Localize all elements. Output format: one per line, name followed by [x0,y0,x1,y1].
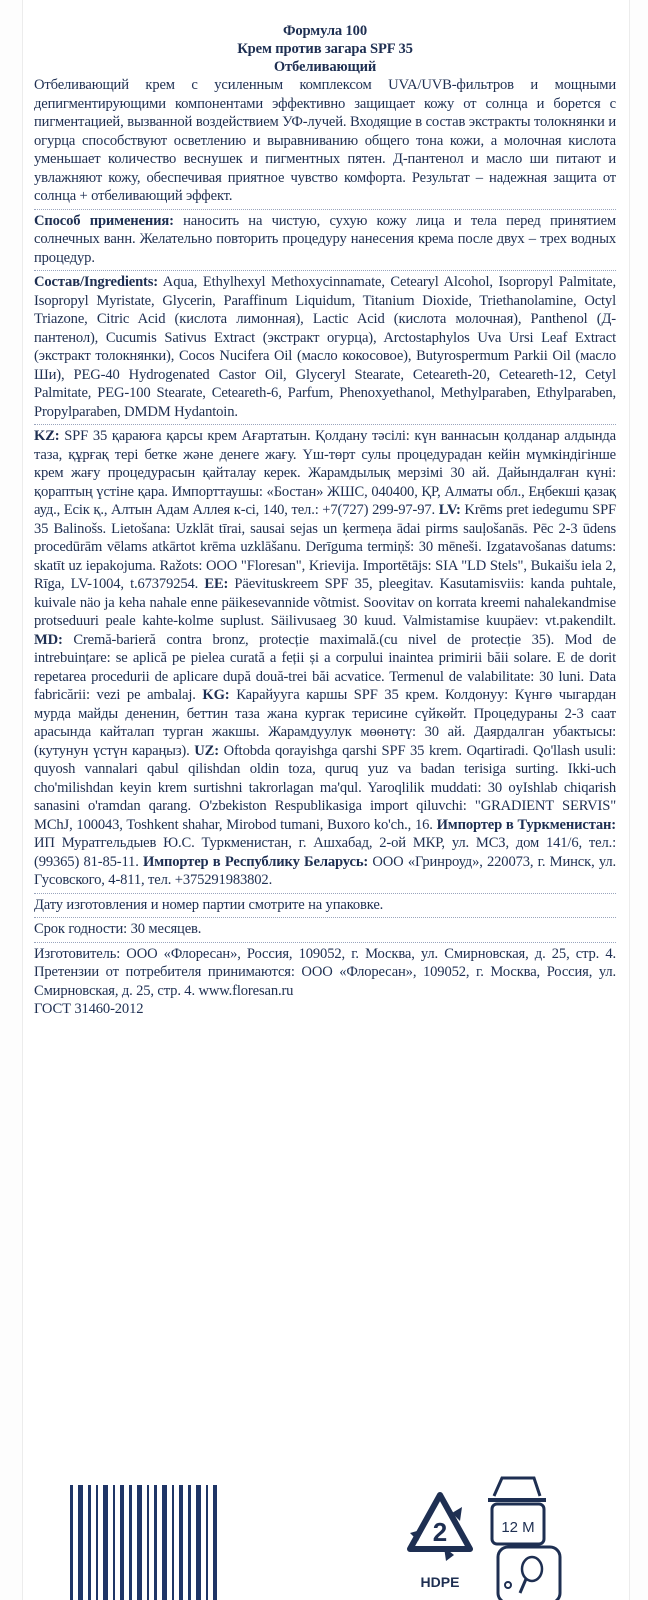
divider [34,424,616,425]
lv-text: Krēms pret iedegumu SPF 35 Balinošs. Lietošana: Uzklāt tīrai, sausai sejas un ķermeņa ādai pirms sauļošanās. Pēc 2-3 ūdens procedūrām vēlams atkārtot krēma uzklāšanu. Derīguma termiņš: 30 mēneši. Izgatavošanas datums: skatīt uz iepakojuma. Ražots: OOO "Floresan", Krievija. Importētājs: SIA "LD Stels", Bukaišu iela 2, Rīga, LV-1004, t.67379254. [34,502,616,592]
ee-label: EE: [204,576,229,592]
product-name: Крем против загара SPF 35 [237,41,413,57]
tm-importer-label: Импортер в Туркменистан: [436,816,617,833]
gost-standard: ГОСТ 31460-2012 [34,1001,144,1017]
recycle-hdpe-icon [398,1485,482,1597]
usage-paragraph [34,212,616,268]
usage-label: Способ применения: [34,212,174,229]
batch-info: Дату изготовления и номер партии смотрите на упаковке. [34,896,384,913]
manufacturer-info: Изготовитель: ООО «Флоресан», Россия, 109052, г. Москва, ул. Смирновская, д. 25, стр. 4. Претензии от потребителя принимаются: ООО «Флоресан», 109052, г. Москва, Россия, ул. Смирновская, д. 25, стр. 4. www.floresan.ru [34,945,616,999]
barcode-bar [154,1485,157,1600]
barcode-bar [129,1485,132,1600]
intro-paragraph: Отбеливающий крем с усиленным комплексом UVA/UVB-фильтров и мощными депигментирующими компонентами эффективно защищает кожу от солнца и борется с пигментацией, вызванной воздействием УФ-лучей. Входящие в состав экстракты толокнянки и огурца способствуют осветлению и выравниванию общего тона кожи, а молочная кислота уменьшает количество веснушек и пигментных пятен. Д-пантенол и масло ши питают и увлажняют кожу, обеспечивая приятное чувство комфорта. Результат – надежная защита от солнца + отбеливающий эффект. [34,77,616,204]
recycle-number: 2 [432,1517,448,1547]
barcode-bar [88,1485,91,1600]
barcode-bar [179,1485,183,1600]
barcode-bar [213,1485,217,1600]
barcode-bar [206,1485,208,1600]
barcode-bar [147,1485,149,1600]
label-text [34,22,616,1019]
product-header [34,22,616,76]
recycle-code: HDPE [420,1574,460,1590]
divider [34,942,616,943]
divider [34,209,616,210]
uz-label: UZ: [194,742,219,759]
barcode-bar [113,1485,115,1600]
brand-line: Формула 100 [283,23,367,39]
barcode-bar [188,1485,191,1600]
product-type: Отбеливающий [273,59,377,75]
divider [34,893,616,894]
barcode-bar [70,1485,73,1600]
barcode-bar [120,1485,124,1600]
kz-text: SPF 35 қараюға қарсы крем Ағартатын. Қолдану тәсілі: күн ваннасын қолданар алдында таза, құрғақ тері бетке және денеге жағу. Үш-төрт сулы процедурадан кейін мүмкіндігінше крем жағу процедурасын қайталау керек. Жарамдылық мерзімі 30 ай. Дайындалған күні: қораптың үстіне қара. Импорттаушы: «Бостан» ЖШС, 040400, ҚР, Алматы обл., Еңбекші қазақ ауд., Есік қ., Алтын Адам Аллея к-сі, 140, тел.: +7(727) 299-97-97. [34,428,616,518]
md-label: MD: [34,631,63,648]
barcode [70,1485,380,1600]
md-text: Cremă-barieră contra bronz, protecție maximală.(cu nivel de protecție 35). Mod de intrebuințare: se aplică pe pielea curată a feții și a corpului inaintea primirii băii solare. E de dorit repetarea procedurii de aplicare după două-trei băi acvatice. Termenul de valabilitate: 30 luni. Data fabricării: vezi pe ambalaj. [34,631,616,703]
divider [34,917,616,918]
tm-importer-text: ИП Муратгельдыев Ю.С. Туркменистан, г. Ашхабад, 2-ой МКР, ул. МСЗ, дом 141/6, тел.: (99365) 81-85-11. [34,835,616,870]
multilang-paragraph [34,427,616,890]
barcode-bar [137,1485,142,1600]
kg-label: KG: [202,687,230,703]
barcode-bar [103,1485,108,1600]
barcode-bar [78,1485,83,1600]
pao-text: 12 M [501,1519,535,1536]
by-importer-text: ООО «Гринроуд», 220073, г. Минск, ул. Гусовского, 4-811, тел. +375291983802. [34,853,616,888]
ingredients-paragraph [34,273,616,421]
barcode-bar [196,1485,201,1600]
ingredients-text: Aqua, Ethylhexyl Methoxycinnamate, Cetearyl Alcohol, Isopropyl Palmitate, Isopropyl Myristate, Glycerin, Paraffinum Liquidum, Titanium Dioxide, Triethanolamine, Octyl Triazone, Citric Acid (кислота лимонная), Lactic Acid (кислота молочная), Panthenol (Д-пантенол), Cucumis Sativus Extract (экстракт огурца), Arctostaphylos Uva Ursi Leaf Extract (экстракт толокнянки), Cocos Nucifera Oil (масло кокосовое), Butyrospermum Parkii Oil (масло Ши), PEG-40 Hydrogenated Castor Oil, Glyceryl Stearate, Ceteareth-20, Ceteareth-12, Cetyl Palmitate, PEG-100 Stearate, Ceteareth-6, Parfum, Phenoxyethanol, Methylparaben, Ethylparaben, Propylparaben, DMDM Hydantoin. [34,274,616,420]
divider [34,270,616,271]
kz-label: KZ: [34,428,60,444]
hand-mirror-icon [496,1545,562,1600]
lv-label: LV: [438,502,461,518]
barcode-bar [162,1485,167,1600]
by-importer-label: Импортер в Республику Беларусь: [143,853,369,870]
barcode-bar [96,1485,98,1600]
uz-text: Oftobda qorayishga qarshi SPF 35 krem. Oqartiradi. Qo'llash usuli: quyosh vannalari qabul qilishdan oldin toza, quruq yuz va badan terisiga surting. Ikki-uch cho'milishdan keyin krem surtishni takrorlagan ma'qul. Yaroqlilik muddati: 30 oyIshlab chiqarish sanasini o'ramdan qarang. O'zbekiston Respublikasiga import qiluvchi: "GRADIENT SERVIS" MChJ, 100043, Toshkent shahar, Mirobod tumani, Buxoro ko'ch., 16. [34,742,617,833]
usage-text: наносить на чистую, сухую кожу лица и тела перед принятием солнечных ванн. Желательно повторить процедуру нанесения крема после двух – трех водных процедур. [34,212,616,266]
kg-text: Карайууга каршы SPF 35 крем. Колдонуу: Күнгө чыгардан мурда майды дененин, беттин таза жана кургак терисине сүйкөйт. Процедураны 2-3 саат арасында кайталап турган жакшы. Жарамдуулук мөөнөтү: 30 ай. Даярдалган убактысы: (кутунун үстүн караңыз). [34,687,616,759]
ee-text: Päevituskreem SPF 35, pleegitav. Kasutamisviis: kanda puhtale, kuivale näo ja keha nahale enne päikesevannide võtmist. Soovitav on korrata kreemi nahalekandmise protseduuri peale kahte-kolme suplust. Säilivusaeg 30 kuud. Valmistamise kuupäev: vt.pakendilt. [34,576,617,629]
ingredients-label: Состав/Ingredients: [34,274,158,290]
barcode-bar [172,1485,174,1600]
shelf-life: Срок годности: 30 месяцев. [34,921,202,937]
